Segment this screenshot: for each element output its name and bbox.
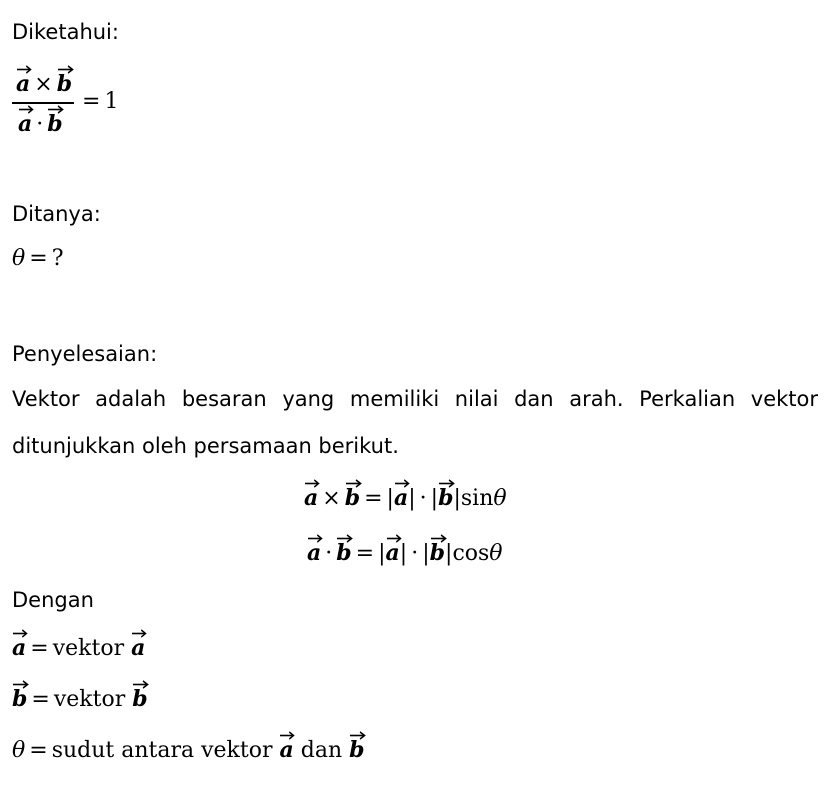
vector-b: b [438, 480, 453, 512]
cross-product-equation: a × b = | a| · | b|sinθ [304, 480, 507, 513]
vector-a: a [18, 106, 32, 138]
vector-a: a [386, 535, 400, 567]
vector-arrow-icon [350, 731, 365, 740]
definition-b: b = vektor b [12, 681, 148, 714]
fraction-result: = 1 [82, 89, 119, 114]
vector-arrow-icon [387, 534, 401, 543]
vector-arrow-icon [13, 680, 28, 689]
vector-a: a [394, 480, 408, 512]
solution-label: Penyelesaian: [12, 342, 158, 366]
vector-arrow-icon [439, 479, 454, 488]
vector-b: b [336, 535, 351, 567]
fraction-numerator: a × b [16, 66, 72, 99]
vector-a: a [279, 732, 293, 764]
vector-a: a [307, 535, 321, 567]
vector-arrow-icon [305, 479, 319, 488]
asked-equation: θ = ? [12, 246, 64, 271]
definition-theta: θ = sudut antara vektor a dan b [12, 732, 365, 765]
vector-a: a [12, 630, 26, 662]
vector-a: a [16, 66, 30, 98]
vector-arrow-icon [346, 479, 361, 488]
vector-b: b [47, 106, 62, 138]
vector-b: b [132, 681, 147, 713]
vector-arrow-icon [395, 479, 409, 488]
fraction-denominator: a · b [18, 106, 63, 139]
with-label: Dengan [12, 588, 94, 612]
vector-arrow-icon [13, 629, 27, 638]
vector-b: b [349, 732, 364, 764]
dot-product-equation: a · b = | a| · | b|cosθ [307, 535, 503, 568]
known-label: Diketahui: [12, 20, 119, 44]
vector-arrow-icon [58, 65, 73, 74]
vector-b: b [430, 535, 445, 567]
vector-arrow-icon [48, 105, 63, 114]
vector-b: b [345, 480, 360, 512]
vector-arrow-icon [308, 534, 322, 543]
vector-a: a [304, 480, 318, 512]
vector-arrow-icon [19, 105, 33, 114]
vector-a: a [131, 630, 145, 662]
vector-arrow-icon [337, 534, 352, 543]
fraction-bar [12, 102, 74, 104]
vector-arrow-icon [431, 534, 446, 543]
asked-label: Ditanya: [12, 202, 101, 226]
explanation-paragraph: Vektor adalah besaran yang memiliki nilai dan arah. Perkalian vektor ditunjukkan oleh persamaan berikut. [12, 387, 818, 458]
vector-arrow-icon [132, 629, 146, 638]
vector-arrow-icon [17, 65, 31, 74]
vector-b: b [57, 66, 72, 98]
definition-a: a = vektor a [12, 630, 145, 663]
vector-arrow-icon [133, 680, 148, 689]
vector-b: b [12, 681, 27, 713]
vector-arrow-icon [280, 731, 294, 740]
